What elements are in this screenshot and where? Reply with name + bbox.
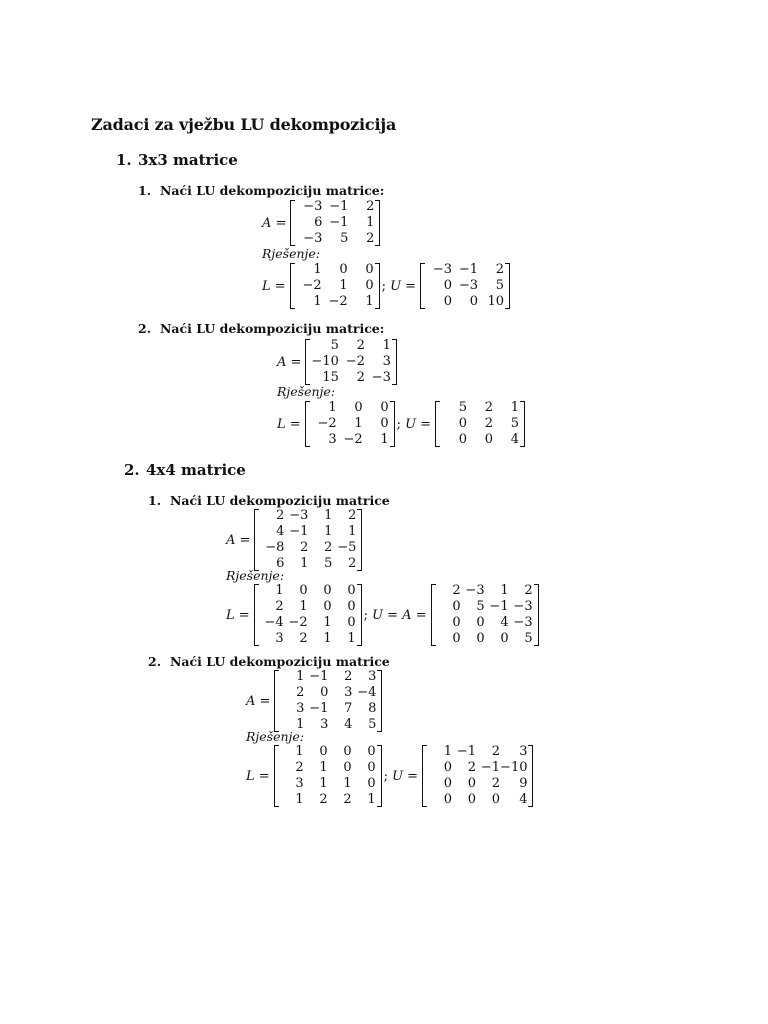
matrix-cell: 2 [356, 370, 365, 385]
matrix-cell: 2 [348, 556, 357, 571]
matrix-cell: 2 [366, 199, 375, 214]
matrix-u [422, 744, 533, 808]
matrix-cell: 2 [319, 792, 328, 807]
matrix-cell: 0 [458, 416, 468, 431]
matrix-cell: 1 [366, 215, 375, 230]
matrix-cell: −2 [288, 615, 308, 630]
task-1-1-label [138, 183, 384, 198]
task-2-2-label [148, 654, 390, 669]
matrix-cell: 3 [295, 776, 304, 791]
matrix-cell: −1 [489, 599, 509, 614]
matrix-cell: 3 [344, 685, 353, 700]
equation-2-1-lu [226, 583, 539, 647]
matrix-cell: 1 [380, 432, 389, 447]
matrix-cell: −2 [317, 416, 337, 431]
matrix-cell: 3 [275, 631, 284, 646]
matrix-cell: 1 [347, 631, 356, 646]
task-text: Naći LU dekompoziciju matrice [170, 654, 390, 669]
matrix-cell: 5 [510, 416, 520, 431]
task-text: Naći LU dekompoziciju matrice: [160, 183, 385, 198]
solution-label-2-2: Rješenje: [246, 729, 305, 744]
matrix-cell: −5 [337, 540, 357, 555]
matrix-cell: 5 [476, 599, 485, 614]
matrix-cell: 0 [339, 262, 348, 277]
section-number: 2. [124, 461, 140, 479]
matrix-cell: 3 [519, 744, 528, 759]
matrix-cell: 0 [476, 615, 485, 630]
matrix-cell: 5 [368, 717, 377, 732]
matrix-cell: 0 [354, 400, 363, 415]
matrix-cell: −3 [458, 278, 479, 293]
matrix-cell: −3 [371, 370, 391, 385]
matrix-cell: −2 [328, 294, 348, 309]
task-2-1-label [148, 493, 390, 508]
matrix-a [290, 199, 380, 247]
matrix-cell: −3 [513, 615, 533, 630]
matrix-cell: 0 [443, 760, 453, 775]
matrix-cell: 2 [324, 540, 333, 555]
matrix-cell: 2 [491, 744, 501, 759]
matrix-cell: 9 [519, 776, 528, 791]
matrix-cell: 0 [367, 760, 376, 775]
equation-2-2-a [246, 669, 382, 733]
separator: ; [381, 278, 387, 294]
matrix-cell: −3 [513, 599, 533, 614]
matrix-u-label: U = [390, 278, 417, 294]
matrix-cell: 5 [330, 338, 339, 353]
matrix-l [274, 744, 382, 808]
matrix-cell: 2 [276, 508, 285, 523]
matrix-cell: 1 [500, 583, 509, 598]
task-text: Naći LU dekompoziciju matrice [170, 493, 390, 508]
matrix-cell: 4 [344, 717, 353, 732]
matrix-cell: 0 [476, 631, 485, 646]
matrix-cell: 1 [343, 776, 352, 791]
matrix-a [274, 669, 382, 733]
task-1-2-label [138, 321, 384, 336]
task-text: Naći LU dekompoziciju matrice: [160, 321, 385, 336]
matrix-cell: 1 [382, 338, 391, 353]
equation-2-1-a [226, 508, 362, 572]
matrix-cell: −8 [265, 540, 285, 555]
matrix-cell: 1 [300, 556, 309, 571]
matrix-cell: 1 [295, 792, 304, 807]
matrix-cell: 5 [340, 231, 349, 246]
matrix-cell: 5 [495, 278, 505, 293]
matrix-cell: 0 [343, 760, 352, 775]
matrix-cell: 3 [296, 701, 305, 716]
matrix-cell: 1 [354, 416, 363, 431]
matrix-cell: 7 [344, 701, 353, 716]
matrix-cell: 0 [469, 294, 479, 309]
matrix-cell: 1 [319, 760, 328, 775]
matrix-l-label: L = [277, 416, 301, 432]
equation-2-2-lu [246, 744, 533, 808]
matrix-a [305, 338, 396, 386]
matrix-a-label: A = [246, 693, 271, 709]
matrix-cell: 0 [299, 583, 308, 598]
matrix-cell: 1 [323, 615, 332, 630]
matrix-cell: −3 [289, 508, 309, 523]
matrix-cell: 2 [343, 792, 352, 807]
matrix-cell: 0 [443, 278, 453, 293]
matrix-cell: 0 [452, 599, 461, 614]
matrix-cell: −3 [465, 583, 485, 598]
matrix-cell: 3 [320, 717, 329, 732]
matrix-cell: 1 [275, 583, 284, 598]
matrix-cell: 2 [300, 540, 309, 555]
matrix-cell: −2 [345, 354, 365, 369]
matrix-a-label: A = [226, 532, 251, 548]
matrix-cell: 0 [467, 776, 477, 791]
matrix-cell: 0 [484, 432, 494, 447]
matrix-cell: 0 [365, 278, 374, 293]
task-number: 1. [138, 183, 152, 198]
matrix-cell: 0 [443, 294, 453, 309]
matrix-cell: 2 [356, 338, 365, 353]
matrix-cell: 0 [347, 615, 356, 630]
equation-1-2-lu [277, 400, 525, 448]
separator: ; [363, 607, 369, 623]
matrix-cell: 1 [339, 278, 348, 293]
matrix-cell: 5 [524, 631, 533, 646]
matrix-cell: 1 [510, 400, 520, 415]
matrix-cell: 4 [500, 615, 509, 630]
matrix-cell: 0 [491, 792, 501, 807]
matrix-cell: 0 [323, 583, 332, 598]
matrix-cell: 5 [324, 556, 333, 571]
matrix-cell: −3 [303, 231, 323, 246]
matrix-l [254, 583, 362, 647]
solution-label-1-2: Rješenje: [277, 384, 336, 399]
matrix-cell: 3 [328, 432, 337, 447]
matrix-cell: 2 [491, 776, 501, 791]
matrix-l-label: L = [226, 607, 250, 623]
matrix-cell: 10 [487, 294, 505, 309]
matrix-cell: 2 [495, 262, 505, 277]
matrix-l-label: L = [262, 278, 286, 294]
matrix-cell: 2 [484, 400, 494, 415]
matrix-cell: −1 [309, 701, 329, 716]
matrix-cell: 0 [343, 744, 352, 759]
matrix-cell: 4 [510, 432, 520, 447]
matrix-cell: −10 [311, 354, 339, 369]
matrix-cell: −1 [309, 669, 329, 684]
matrix-cell: 0 [452, 631, 461, 646]
matrix-cell: −2 [343, 432, 363, 447]
matrix-cell: 2 [299, 631, 308, 646]
matrix-u [435, 400, 525, 448]
task-number: 2. [138, 321, 152, 336]
equation-1-2-a [277, 338, 397, 386]
matrix-cell: 0 [380, 400, 389, 415]
matrix-cell: −3 [303, 199, 323, 214]
matrix-cell: 1 [299, 599, 308, 614]
matrix-cell: 2 [467, 760, 477, 775]
matrix-cell: 3 [368, 669, 377, 684]
matrix-cell: 8 [368, 701, 377, 716]
matrix-cell: −1 [289, 524, 309, 539]
matrix-cell: 2 [275, 599, 284, 614]
matrix-cell: 0 [452, 615, 461, 630]
matrix-a [254, 508, 362, 572]
matrix-u-label: U = [405, 416, 432, 432]
matrix-cell: 0 [500, 631, 509, 646]
matrix-cell: 2 [344, 669, 353, 684]
equation-1-1-a [262, 199, 380, 247]
matrix-cell: 0 [443, 792, 453, 807]
document-title: Zadaci za vježbu LU dekompozicija [91, 115, 397, 134]
task-number: 2. [148, 654, 162, 669]
matrix-cell: 1 [323, 631, 332, 646]
matrix-cell: 0 [347, 599, 356, 614]
matrix-cell: 1 [313, 262, 322, 277]
matrix-cell: 1 [365, 294, 374, 309]
matrix-cell: 0 [467, 792, 477, 807]
matrix-l [305, 400, 395, 448]
matrix-cell: 0 [367, 744, 376, 759]
matrix-cell: −3 [432, 262, 453, 277]
matrix-cell: 1 [295, 744, 304, 759]
matrix-cell: 2 [484, 416, 494, 431]
matrix-cell: 1 [313, 294, 322, 309]
matrix-cell: 6 [276, 556, 285, 571]
matrix-cell: 1 [296, 717, 305, 732]
matrix-u [420, 262, 510, 310]
matrix-cell: −1 [456, 744, 477, 759]
matrix-cell: 1 [324, 508, 333, 523]
matrix-cell: 4 [519, 792, 528, 807]
matrix-cell: 2 [524, 583, 533, 598]
matrix-u-label: U = [392, 768, 419, 784]
solution-label-2-1: Rješenje: [226, 568, 285, 583]
separator: ; [383, 768, 389, 784]
matrix-cell: 1 [324, 524, 333, 539]
matrix-cell: 1 [348, 524, 357, 539]
matrix-cell: 0 [365, 262, 374, 277]
matrix-cell: 1 [296, 669, 305, 684]
matrix-cell: 0 [367, 776, 376, 791]
matrix-cell: −2 [302, 278, 322, 293]
matrix-cell: 4 [276, 524, 285, 539]
matrix-cell: 15 [322, 370, 339, 385]
matrix-cell: 0 [458, 432, 468, 447]
matrix-cell: 2 [296, 685, 305, 700]
matrix-cell: 2 [295, 760, 304, 775]
matrix-cell: 0 [380, 416, 389, 431]
matrix-cell: 1 [319, 776, 328, 791]
section-title: 3x3 matrice [138, 151, 238, 169]
matrix-cell: 1 [443, 744, 453, 759]
matrix-cell: 5 [458, 400, 468, 415]
matrix-cell: 1 [328, 400, 337, 415]
separator: ; [396, 416, 402, 432]
matrix-u [431, 583, 539, 647]
matrix-cell: −4 [264, 615, 284, 630]
matrix-cell: 0 [320, 685, 329, 700]
section-title: 4x4 matrice [146, 461, 246, 479]
matrix-a-label: A = [277, 354, 302, 370]
matrix-cell: 6 [314, 215, 323, 230]
matrix-cell: 0 [347, 583, 356, 598]
matrix-cell: −10 [500, 760, 528, 775]
equation-1-1-lu [262, 262, 510, 310]
matrix-cell: 0 [323, 599, 332, 614]
matrix-l [290, 262, 380, 310]
matrix-cell: 1 [367, 792, 376, 807]
task-number: 1. [148, 493, 162, 508]
matrix-cell: −1 [329, 215, 349, 230]
matrix-cell: −1 [329, 199, 349, 214]
matrix-cell: 2 [366, 231, 375, 246]
section-heading-4x4 [124, 461, 246, 479]
matrix-cell: 3 [382, 354, 391, 369]
matrix-cell: 2 [452, 583, 461, 598]
matrix-cell: −1 [480, 760, 501, 775]
matrix-l-label: L = [246, 768, 270, 784]
section-heading-3x3 [116, 151, 238, 169]
section-number: 1. [116, 151, 132, 169]
matrix-cell: 0 [443, 776, 453, 791]
matrix-cell: 0 [319, 744, 328, 759]
matrix-u-label: U = A = [372, 607, 427, 623]
matrix-cell: −1 [458, 262, 479, 277]
matrix-cell: 2 [348, 508, 357, 523]
matrix-a-label: A = [262, 215, 287, 231]
solution-label-1-1: Rješenje: [262, 246, 321, 261]
matrix-cell: −4 [357, 685, 377, 700]
